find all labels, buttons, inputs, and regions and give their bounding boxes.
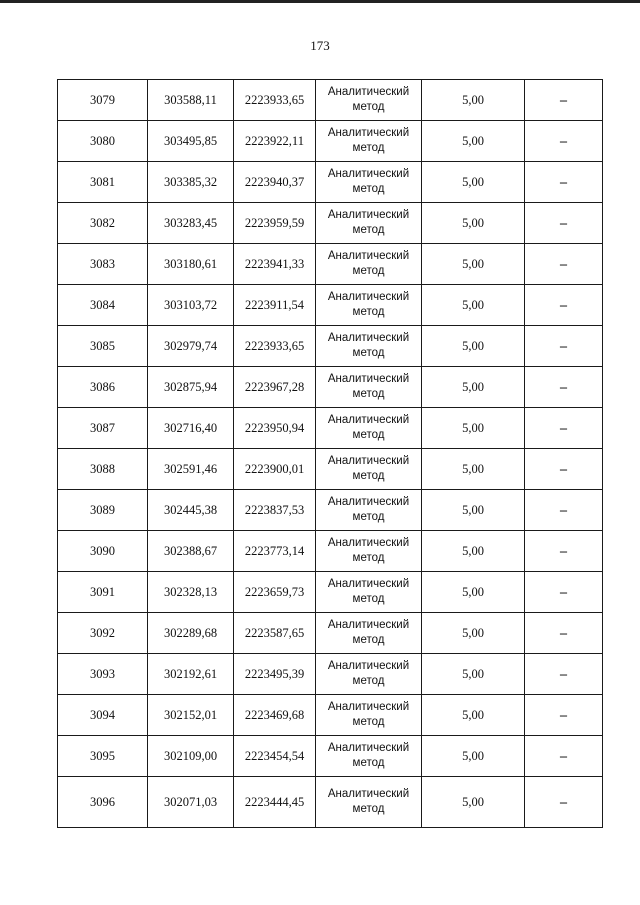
method-line-2: метод — [352, 183, 385, 195]
method-cell — [316, 572, 422, 613]
y-coordinate-cell: 2223967,28 — [234, 367, 316, 408]
method-line-1: Аналитический — [327, 168, 410, 180]
point-number-cell: 3080 — [58, 121, 148, 162]
table-row — [58, 695, 603, 736]
method-cell — [316, 80, 422, 121]
note-cell: – — [525, 367, 603, 408]
point-number-cell: 3087 — [58, 408, 148, 449]
y-coordinate-cell: 2223911,54 — [234, 285, 316, 326]
table-row — [58, 408, 603, 449]
point-number-cell: 3084 — [58, 285, 148, 326]
note-cell: – — [525, 121, 603, 162]
table-row — [58, 613, 603, 654]
accuracy-cell: 5,00 — [422, 367, 525, 408]
point-number-cell: 3083 — [58, 244, 148, 285]
method-line-1: Аналитический — [327, 332, 410, 344]
note-cell: – — [525, 531, 603, 572]
accuracy-cell: 5,00 — [422, 408, 525, 449]
table-row — [58, 654, 603, 695]
point-number-cell: 3089 — [58, 490, 148, 531]
x-coordinate-cell: 302445,38 — [148, 490, 234, 531]
table-row — [58, 244, 603, 285]
x-coordinate-cell: 303495,85 — [148, 121, 234, 162]
note-cell: – — [525, 777, 603, 828]
method-cell — [316, 244, 422, 285]
method-line-2: метод — [352, 388, 385, 400]
accuracy-cell: 5,00 — [422, 613, 525, 654]
note-cell: – — [525, 736, 603, 777]
note-cell: – — [525, 613, 603, 654]
y-coordinate-cell: 2223495,39 — [234, 654, 316, 695]
y-coordinate-cell: 2223454,54 — [234, 736, 316, 777]
table-row — [58, 736, 603, 777]
method-cell — [316, 203, 422, 244]
table-row — [58, 367, 603, 408]
point-number-cell: 3085 — [58, 326, 148, 367]
method-cell — [316, 367, 422, 408]
method-cell — [316, 285, 422, 326]
method-cell — [316, 121, 422, 162]
top-border-line — [0, 0, 640, 3]
accuracy-cell: 5,00 — [422, 695, 525, 736]
method-line-2: метод — [352, 634, 385, 646]
method-line-2: метод — [352, 675, 385, 687]
accuracy-cell: 5,00 — [422, 244, 525, 285]
method-line-2: метод — [352, 101, 385, 113]
point-number-cell: 3093 — [58, 654, 148, 695]
method-line-1: Аналитический — [327, 209, 410, 221]
method-line-2: метод — [352, 224, 385, 236]
table-row — [58, 449, 603, 490]
point-number-cell: 3088 — [58, 449, 148, 490]
x-coordinate-cell: 302192,61 — [148, 654, 234, 695]
accuracy-cell: 5,00 — [422, 572, 525, 613]
x-coordinate-cell: 302591,46 — [148, 449, 234, 490]
method-line-1: Аналитический — [327, 660, 410, 672]
method-line-2: метод — [352, 306, 385, 318]
method-line-1: Аналитический — [327, 455, 410, 467]
table-row — [58, 203, 603, 244]
accuracy-cell: 5,00 — [422, 736, 525, 777]
method-cell — [316, 695, 422, 736]
note-cell: – — [525, 408, 603, 449]
point-number-cell: 3096 — [58, 777, 148, 828]
point-number-cell: 3082 — [58, 203, 148, 244]
accuracy-cell: 5,00 — [422, 121, 525, 162]
accuracy-cell: 5,00 — [422, 285, 525, 326]
method-cell — [316, 654, 422, 695]
method-line-1: Аналитический — [327, 291, 410, 303]
y-coordinate-cell: 2223959,59 — [234, 203, 316, 244]
method-line-2: метод — [352, 142, 385, 154]
y-coordinate-cell: 2223837,53 — [234, 490, 316, 531]
table-row — [58, 121, 603, 162]
y-coordinate-cell: 2223444,45 — [234, 777, 316, 828]
method-line-1: Аналитический — [327, 578, 410, 590]
method-line-2: метод — [352, 265, 385, 277]
point-number-cell: 3079 — [58, 80, 148, 121]
note-cell: – — [525, 203, 603, 244]
method-cell — [316, 449, 422, 490]
point-number-cell: 3090 — [58, 531, 148, 572]
y-coordinate-cell: 2223900,01 — [234, 449, 316, 490]
y-coordinate-cell: 2223941,33 — [234, 244, 316, 285]
accuracy-cell: 5,00 — [422, 531, 525, 572]
method-cell — [316, 613, 422, 654]
note-cell: – — [525, 244, 603, 285]
y-coordinate-cell: 2223933,65 — [234, 326, 316, 367]
method-line-2: метод — [352, 429, 385, 441]
y-coordinate-cell: 2223940,37 — [234, 162, 316, 203]
x-coordinate-cell: 303283,45 — [148, 203, 234, 244]
method-line-1: Аналитический — [327, 373, 410, 385]
method-cell — [316, 408, 422, 449]
point-number-cell: 3094 — [58, 695, 148, 736]
point-number-cell: 3081 — [58, 162, 148, 203]
note-cell: – — [525, 572, 603, 613]
x-coordinate-cell: 302109,00 — [148, 736, 234, 777]
x-coordinate-cell: 303103,72 — [148, 285, 234, 326]
accuracy-cell: 5,00 — [422, 654, 525, 695]
accuracy-cell: 5,00 — [422, 162, 525, 203]
method-cell — [316, 777, 422, 828]
accuracy-cell: 5,00 — [422, 490, 525, 531]
table-row — [58, 326, 603, 367]
accuracy-cell: 5,00 — [422, 326, 525, 367]
accuracy-cell: 5,00 — [422, 80, 525, 121]
x-coordinate-cell: 302152,01 — [148, 695, 234, 736]
point-number-cell: 3091 — [58, 572, 148, 613]
method-line-1: Аналитический — [327, 788, 410, 800]
note-cell: – — [525, 449, 603, 490]
note-cell: – — [525, 162, 603, 203]
note-cell: – — [525, 326, 603, 367]
y-coordinate-cell: 2223950,94 — [234, 408, 316, 449]
table-row — [58, 531, 603, 572]
note-cell: – — [525, 695, 603, 736]
method-line-1: Аналитический — [327, 496, 410, 508]
method-line-2: метод — [352, 803, 385, 815]
x-coordinate-cell: 303385,32 — [148, 162, 234, 203]
accuracy-cell: 5,00 — [422, 777, 525, 828]
y-coordinate-cell: 2223773,14 — [234, 531, 316, 572]
table-row — [58, 285, 603, 326]
x-coordinate-cell: 303588,11 — [148, 80, 234, 121]
method-line-1: Аналитический — [327, 86, 410, 98]
method-line-2: метод — [352, 347, 385, 359]
point-number-cell: 3086 — [58, 367, 148, 408]
y-coordinate-cell: 2223933,65 — [234, 80, 316, 121]
table-row — [58, 162, 603, 203]
note-cell: – — [525, 654, 603, 695]
x-coordinate-cell: 302071,03 — [148, 777, 234, 828]
x-coordinate-cell: 303180,61 — [148, 244, 234, 285]
method-line-2: метод — [352, 716, 385, 728]
table-row — [58, 777, 603, 828]
accuracy-cell: 5,00 — [422, 203, 525, 244]
y-coordinate-cell: 2223922,11 — [234, 121, 316, 162]
x-coordinate-cell: 302716,40 — [148, 408, 234, 449]
x-coordinate-cell: 302979,74 — [148, 326, 234, 367]
note-cell: – — [525, 285, 603, 326]
accuracy-cell: 5,00 — [422, 449, 525, 490]
x-coordinate-cell: 302328,13 — [148, 572, 234, 613]
method-line-1: Аналитический — [327, 742, 410, 754]
method-cell — [316, 736, 422, 777]
table-body — [58, 80, 603, 828]
method-line-1: Аналитический — [327, 701, 410, 713]
point-number-cell: 3092 — [58, 613, 148, 654]
method-line-2: метод — [352, 593, 385, 605]
point-number-cell: 3095 — [58, 736, 148, 777]
x-coordinate-cell: 302388,67 — [148, 531, 234, 572]
method-line-2: метод — [352, 470, 385, 482]
y-coordinate-cell: 2223469,68 — [234, 695, 316, 736]
table-row — [58, 572, 603, 613]
note-cell: – — [525, 490, 603, 531]
method-cell — [316, 326, 422, 367]
x-coordinate-cell: 302875,94 — [148, 367, 234, 408]
table-row — [58, 80, 603, 121]
method-line-2: метод — [352, 552, 385, 564]
note-cell: – — [525, 80, 603, 121]
method-line-1: Аналитический — [327, 537, 410, 549]
method-line-1: Аналитический — [327, 414, 410, 426]
y-coordinate-cell: 2223587,65 — [234, 613, 316, 654]
coordinates-table — [57, 79, 603, 828]
page-number: 173 — [310, 38, 330, 53]
method-cell — [316, 162, 422, 203]
y-coordinate-cell: 2223659,73 — [234, 572, 316, 613]
method-cell — [316, 531, 422, 572]
x-coordinate-cell: 302289,68 — [148, 613, 234, 654]
table-row — [58, 490, 603, 531]
method-line-1: Аналитический — [327, 619, 410, 631]
method-cell — [316, 490, 422, 531]
method-line-1: Аналитический — [327, 127, 410, 139]
method-line-1: Аналитический — [327, 250, 410, 262]
method-line-2: метод — [352, 511, 385, 523]
method-line-2: метод — [352, 757, 385, 769]
